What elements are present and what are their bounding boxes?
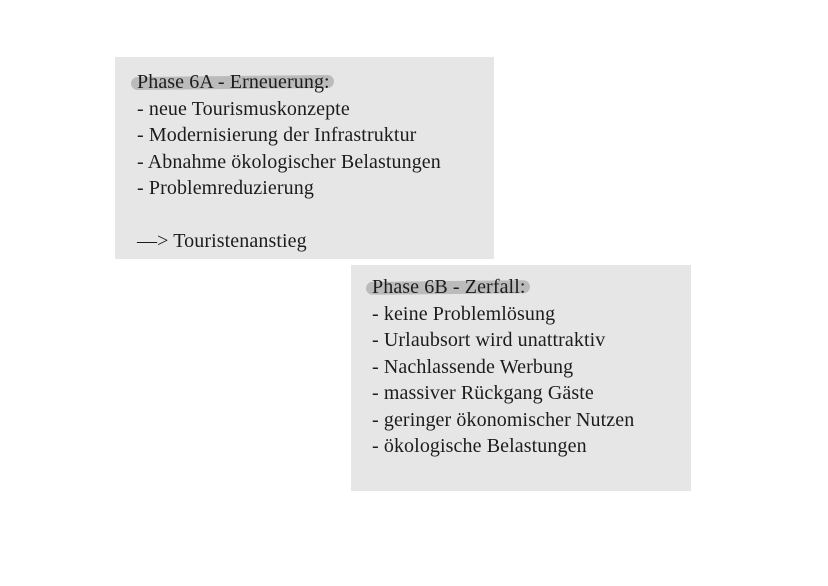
- list-item: - Abnahme ökologischer Belastungen: [137, 150, 441, 173]
- phase-6a-card: [115, 57, 494, 259]
- list-item: - ökologische Belastungen: [372, 435, 587, 457]
- list-item: - Modernisierung der Infrastruktur: [137, 124, 417, 146]
- list-item: - Nachlassende Werbung: [372, 355, 574, 378]
- list-item: - Problemreduzierung: [137, 177, 314, 199]
- list-item: - neue Tourismuskonzepte: [137, 97, 350, 120]
- phase-6b-card: [351, 265, 691, 491]
- phase-6b-title-text: Phase 6B - Zerfall:: [372, 276, 526, 298]
- list-item: - massiver Rückgang Gäste: [372, 382, 594, 404]
- list-item: - Urlaubsort wird unattraktiv: [372, 329, 606, 351]
- phase-6b-title-line: [372, 274, 691, 301]
- phase-6a-title-line: [137, 69, 494, 96]
- spacer: [137, 202, 494, 229]
- phase-6a-conclusion: —> Touristenanstieg: [137, 230, 307, 252]
- phase-6a-title: [137, 69, 330, 96]
- phase-6a-title-text: Phase 6A - Erneuerung:: [137, 71, 330, 93]
- phase-6b-title: [372, 274, 526, 301]
- list-item: - keine Problemlösung: [372, 302, 556, 325]
- list-item: - geringer ökonomischer Nutzen: [372, 408, 635, 431]
